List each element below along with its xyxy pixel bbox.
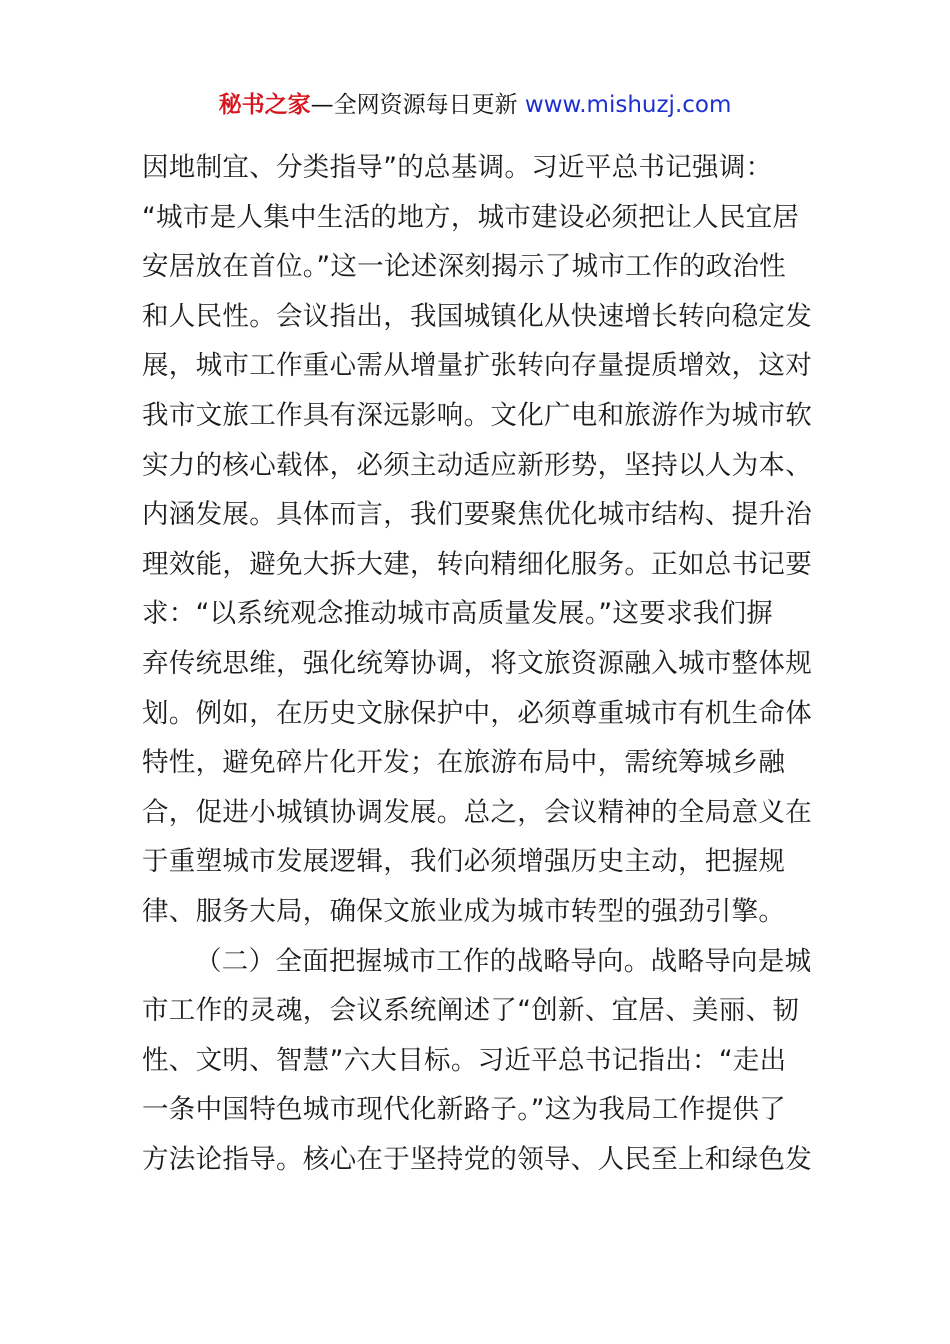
section-heading-line: （二）全面把握城市工作的战略导向。战略导向是城 [195, 945, 812, 977]
text-line: 求：“以系统观念推动城市高质量发展。”这要求我们摒 [142, 598, 774, 630]
text-line: 我市文旅工作具有深远影响。文化广电和旅游作为城市软 [142, 399, 812, 431]
text-line: 实力的核心载体，必须主动适应新形势，坚持以人为本、 [142, 449, 812, 481]
header-tagline: —全网资源每日更新 [310, 92, 525, 118]
page-header [0, 88, 950, 122]
text-line: 安居放在首位。”这一论述深刻揭示了城市工作的政治性 [142, 251, 786, 283]
text-line: 一条中国特色城市现代化新路子。”这为我局工作提供了 [142, 1094, 786, 1126]
text-line: “城市是人集中生活的地方，城市建设必须把让人民宜居 [142, 201, 800, 233]
text-line: 律、服务大局，确保文旅业成为城市转型的强劲引擎。 [142, 895, 786, 927]
text-line: 性、文明、智慧”六大目标。习近平总书记指出：“走出 [142, 1044, 787, 1076]
text-line: 特性，避免碎片化开发；在旅游布局中，需统筹城乡融 [142, 747, 786, 779]
header-brand: 秘书之家 [218, 92, 311, 118]
text-line: 方法论指导。核心在于坚持党的领导、人民至上和绿色发 [142, 1143, 812, 1175]
text-line: 于重塑城市发展逻辑，我们必须增强历史主动，把握规 [142, 846, 786, 878]
text-line: 市工作的灵魂，会议系统阐述了“创新、宜居、美丽、韧 [142, 995, 800, 1027]
text-line: 展，城市工作重心需从增量扩张转向存量提质增效，这对 [142, 350, 812, 382]
text-line: 划。例如，在历史文脉保护中，必须尊重城市有机生命体 [142, 697, 812, 729]
document-body [142, 143, 812, 1184]
header-url-link[interactable]: www.mishuzj.com [524, 92, 732, 118]
text-line: 弃传统思维，强化统筹协调，将文旅资源融入城市整体规 [142, 647, 812, 679]
text-line: 内涵发展。具体而言，我们要聚焦优化城市结构、提升治 [142, 499, 812, 531]
text-line: 合，促进小城镇协调发展。总之，会议精神的全局意义在 [142, 796, 812, 828]
text-line: 因地制宜、分类指导”的总基调。习近平总书记强调： [142, 152, 773, 183]
text-line: 理效能，避免大拆大建，转向精细化服务。正如总书记要 [142, 548, 812, 580]
text-line: 和人民性。会议指出，我国城镇化从快速增长转向稳定发 [142, 300, 812, 332]
